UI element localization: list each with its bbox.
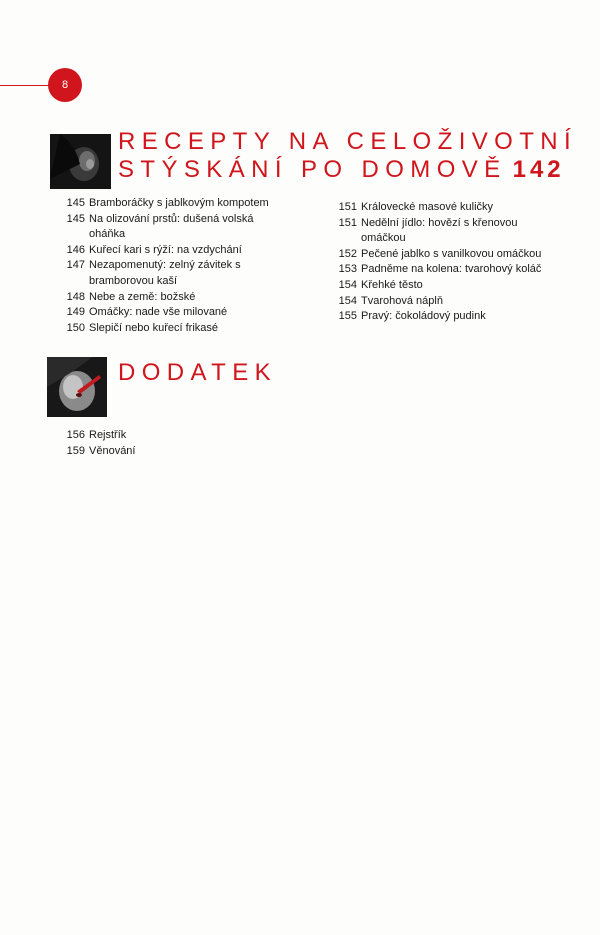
toc-entry-page: 147: [66, 259, 85, 272]
toc-right-column: [332, 200, 561, 325]
toc-entry-page: 156: [66, 429, 85, 441]
toc-entry-page: 152: [338, 247, 357, 260]
toc-left-column: [60, 196, 289, 336]
toc-entry: [332, 309, 561, 325]
toc-entry-title: Na olizování prstů: dušená volská oháňka: [89, 212, 254, 241]
toc-entry: [332, 294, 561, 310]
toc-entry-page: 151: [338, 201, 357, 213]
toc-entry-title: Nezapomenutý: zelný závitek s bramborovou kaší: [89, 259, 241, 287]
toc-entry: [60, 444, 289, 460]
toc-appendix-column: [60, 428, 289, 459]
page-number-badge: [48, 68, 82, 102]
toc-entry: [60, 196, 289, 212]
toc-entry-page: 154: [338, 278, 357, 291]
toc-entry: [60, 212, 289, 243]
toc-entry-page: 159: [66, 444, 85, 457]
toc-entry-page: 145: [66, 212, 85, 225]
toc-entry: [60, 428, 289, 444]
toc-entry-title: Královecké masové kuličky: [361, 201, 494, 213]
toc-entry: [332, 216, 561, 247]
toc-entry: [332, 278, 561, 294]
toc-entry-page: 146: [66, 243, 85, 256]
toc-entry: [60, 321, 289, 337]
page-number-rule: [0, 85, 48, 86]
toc-entry-page: 154: [338, 294, 357, 307]
toc-entry-title: Tvarohová náplň: [361, 294, 443, 307]
toc-entry-title: Pečené jablko s vanilkovou omáčkou: [361, 247, 542, 260]
child-portrait-photo-icon: [50, 134, 111, 189]
toc-entry-title: Rejstřík: [89, 429, 127, 441]
toc-entry-title: Padněme na kolena: tvarohový koláč: [361, 263, 542, 276]
toc-entry-page: 145: [66, 197, 85, 209]
toc-entry: [332, 262, 561, 278]
toc-entry: [60, 243, 289, 259]
toc-entry: [60, 290, 289, 306]
toc-entry-page: 151: [338, 216, 357, 229]
toc-entry-page: 155: [338, 310, 357, 323]
toc-entry-page: 153: [338, 263, 357, 276]
toc-entry: [332, 200, 561, 216]
section-title-dodatek: [118, 359, 277, 387]
child-eating-photo-icon: [47, 357, 107, 417]
page-number: 8: [61, 79, 69, 91]
section-title-recepty: [118, 128, 577, 184]
toc-entry: [60, 258, 289, 289]
toc-entry-title: Bramboráčky s jablkovým kompotem: [89, 197, 269, 209]
toc-entry-title: Omáčky: nade vše milované: [89, 306, 228, 319]
toc-entry-title: Věnování: [89, 444, 136, 457]
section-title-dodatek-text: DODATEK: [118, 359, 278, 386]
toc-entry-title: Slepičí nebo kuřecí frikasé: [89, 321, 219, 334]
toc-entry-page: 150: [66, 321, 85, 334]
toc-entry-page: 148: [66, 290, 85, 303]
toc-entry-title: Kuřecí kari s rýží: na vzdychání: [89, 243, 242, 256]
toc-entry: [332, 247, 561, 263]
toc-entry-page: 149: [66, 306, 85, 319]
section-title-line2-text: STÝSKÁNÍ PO DOMOVĚ: [118, 156, 507, 183]
section-title-line2: [118, 156, 577, 184]
toc-entry-title: Nebe a země: božské: [89, 290, 196, 303]
toc-entry-title: Nedělní jídlo: hovězí s křenovou omáčkou: [361, 216, 518, 245]
toc-entry: [60, 305, 289, 321]
section-page-number: 142: [512, 156, 565, 183]
section-title-line1: RECEPTY NA CELOŽIVOTNÍ: [118, 128, 578, 155]
toc-entry-title: Pravý: čokoládový pudink: [361, 310, 486, 323]
toc-entry-title: Křehké těsto: [361, 278, 423, 291]
